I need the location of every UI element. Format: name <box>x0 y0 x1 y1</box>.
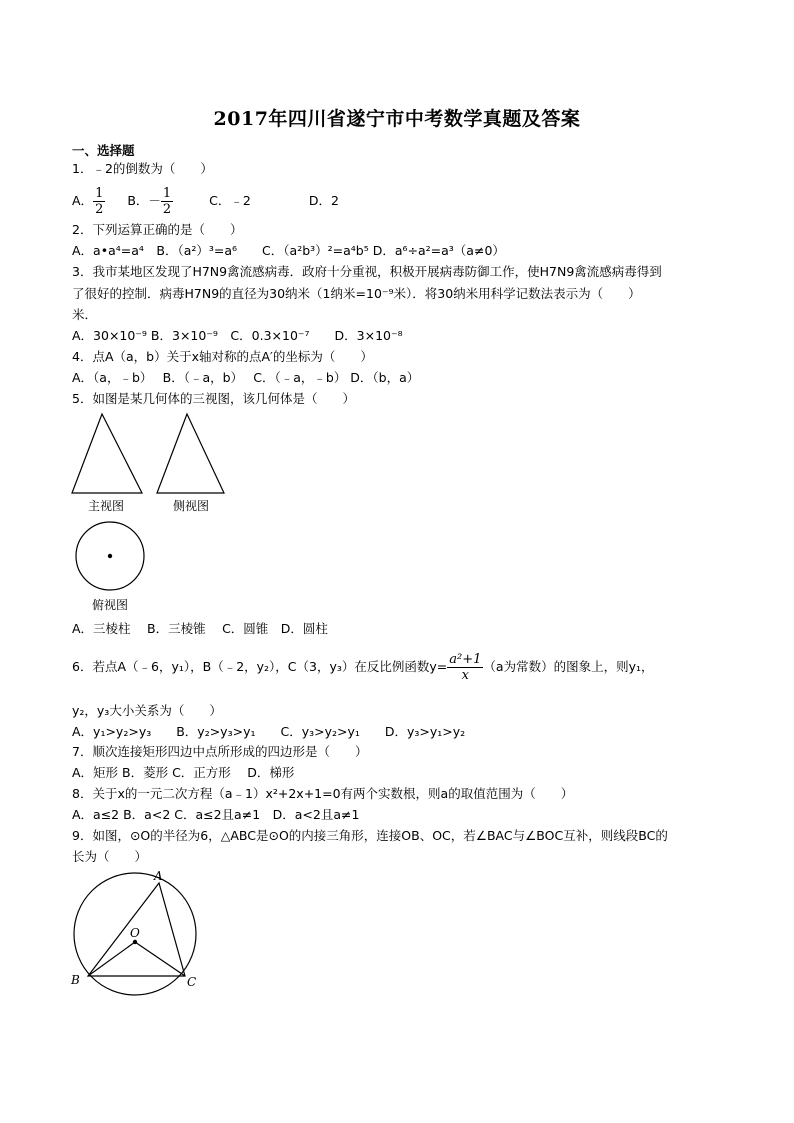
q1-option-b-fraction: $\frac{1}{2}$ <box>162 186 172 217</box>
q5-options: A．三棱柱 B．三棱锥 C．圆锥 D．圆柱 <box>72 621 328 636</box>
q1-options <box>72 181 339 221</box>
q2-options: A．a•a⁴=a⁴ B．（a²）³=a⁶ C．（a²b³）²=a⁴b⁵ D．a⁶÷a²=a³（a≠0） <box>72 243 505 258</box>
label-o: O <box>130 926 140 940</box>
center-o-dot <box>133 940 137 944</box>
q6-options: A．y₁>y₂>y₃ B．y₂>y₃>y₁ C．y₃>y₂>y₁ D．y₃>y₁>y₂ <box>72 724 466 739</box>
side-view-label: 侧视图 <box>173 499 210 513</box>
label-a: A <box>154 869 163 883</box>
q8-options: A．a≤2 B．a<2 C．a≤2且a≠1 D．a<2且a≠1 <box>72 807 360 822</box>
segment-ob <box>88 942 135 976</box>
top-view-label: 俯视图 <box>92 598 129 612</box>
page-title: 2017年四川省遂宁市中考数学真题及答案 <box>213 108 581 130</box>
q6-line2: y₂，y₃大小关系为（ ） <box>72 703 222 718</box>
q6-stem <box>72 648 653 686</box>
label-c: C <box>187 975 197 989</box>
q8-stem: 8．关于x的一元二次方程（a﹣1）x²+2x+1=0有两个实数根，则a的取值范围为（ ） <box>72 786 574 801</box>
q1-option-a-fraction: $\frac{1}{2}$ <box>95 186 104 217</box>
side-view-triangle <box>157 414 224 493</box>
q6-stem-b: （a为常数）的图象上，则y₁， <box>483 659 654 674</box>
q7-options: A．矩形 B．菱形 C．正方形 D．梯形 <box>72 765 295 780</box>
q1-stem: 1．﹣2的倒数为（ ） <box>72 161 213 176</box>
top-view-center-dot <box>108 554 112 558</box>
q4-options: A．（a，﹣b） B．（﹣a，b） C．（﹣a，﹣b） D．（b，a） <box>72 370 420 385</box>
q3-line3: 米． <box>72 307 98 322</box>
q3-line1: 3．我市某地区发现了H7N9禽流感病毒．政府十分重视，积极开展病毒防御工作，使H7N9禽流感病毒得到 <box>72 264 662 279</box>
q4-stem: 4．点A（a，b）关于x轴对称的点A′的坐标为（ ） <box>72 349 373 364</box>
q9-line1: 9．如图，⊙O的半径为6，△ABC是⊙O的内接三角形，连接OB、OC，若∠BAC与∠BOC互补，则线段BC的 <box>72 828 668 843</box>
q6-stem-a: 6．若点A（﹣6，y₁），B（﹣2，y₂），C（3，y₃）在反比例函数y= <box>72 659 448 674</box>
q2-stem: 2．下列运算正确的是（ ） <box>72 222 243 237</box>
q1-option-b-sign: － <box>148 193 161 208</box>
q6-fraction: $\frac{\text{a²+1}}{x}$ <box>449 652 482 683</box>
q5-stem: 5．如图是某几何体的三视图，该几何体是（ ） <box>72 391 355 406</box>
circle-triangle-figure <box>66 866 216 996</box>
q1-option-a-label: A． <box>72 193 94 208</box>
q3-options: A．30×10⁻⁹ B．3×10⁻⁹ C．0.3×10⁻⁷ D．3×10⁻⁸ <box>72 328 403 343</box>
front-view-triangle <box>72 414 142 493</box>
q9-line2: 长为（ ） <box>72 849 148 864</box>
front-view-label: 主视图 <box>88 499 125 513</box>
q1-option-c: C．﹣2 <box>209 193 251 208</box>
q3-line2: 了很好的控制．病毒H7N9的直径为30纳米（1纳米=10⁻⁹米）．将30纳米用科学记数法表示为（ ） <box>72 286 641 301</box>
q1-option-d: D．2 <box>308 193 339 208</box>
label-b: B <box>71 973 80 987</box>
q1-option-b-label: B． <box>127 193 149 208</box>
section-heading: 一、选择题 <box>72 143 135 158</box>
q7-stem: 7．顺次连接矩形四边中点所形成的四边形是（ ） <box>72 744 368 759</box>
